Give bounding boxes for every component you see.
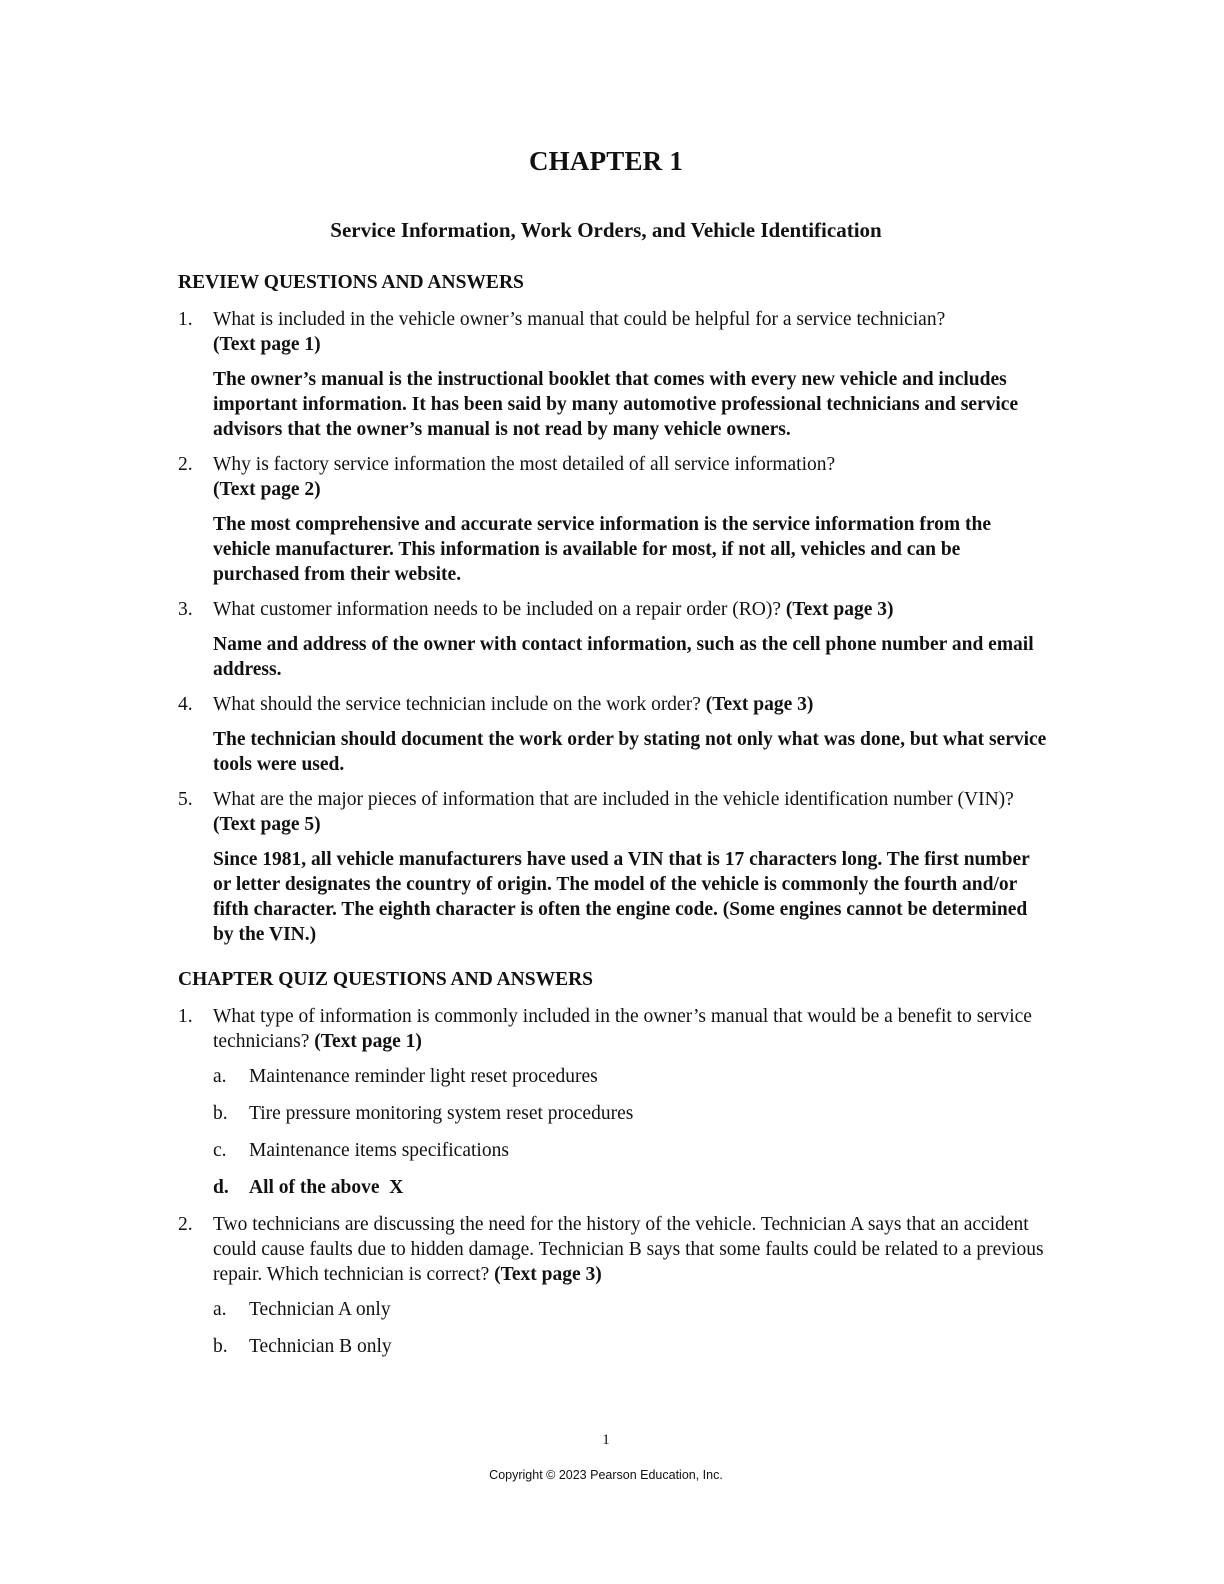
option-text: All of the above X [249, 1177, 404, 1198]
copyright-notice: Copyright © 2023 Pearson Education, Inc. [489, 1468, 723, 1482]
review-answer: Since 1981, all vehicle manufacturers have used a VIN that is 17 characters long. The first number or letter designates the country of origin. The model of the vehicle is commonly the fourth and/or fifth character. The eighth character is often the engine code. (Some engines cannot be determined by the VIN.) [213, 849, 1030, 945]
text-page-reference: (Text page 1) [314, 1031, 422, 1052]
question-text: Why is factory service information the most detailed of all service information? [213, 454, 836, 475]
quiz-option [178, 1101, 1048, 1126]
question-number: 2. [178, 1214, 193, 1235]
option-text: Tire pressure monitoring system reset procedures [249, 1103, 634, 1124]
question-text: What are the major pieces of information that are included in the vehicle identification number (VIN)? [213, 789, 1014, 810]
quiz-section-heading: CHAPTER QUIZ QUESTIONS AND ANSWERS [178, 969, 594, 990]
review-answer: Name and address of the owner with contact information, such as the cell phone number and email address. [213, 634, 1034, 680]
review-section-heading: REVIEW QUESTIONS AND ANSWERS [178, 272, 524, 293]
question-number: 1. [178, 309, 193, 330]
quiz-option [178, 1138, 1048, 1163]
question-text: What should the service technician include on the work order? [213, 694, 701, 715]
question-text: What type of information is commonly included in the owner’s manual that would be a benefit to service technicians? [213, 1006, 1032, 1052]
review-answer: The most comprehensive and accurate service information is the service information from the vehicle manufacturer. This information is available for most, if not all, vehicles and can be purchased from their website. [213, 514, 992, 585]
chapter-subtitle: Service Information, Work Orders, and Vehicle Identification [330, 218, 882, 242]
review-question [178, 597, 1048, 622]
question-text: Two technicians are discussing the need for the history of the vehicle. Technician A says that an accident could cause faults due to hidden damage. Technician B says that some faults could be related to a previous repair. Which technician is correct? [213, 1214, 1044, 1285]
quiz-option-correct [178, 1175, 1048, 1200]
page-number: 1 [602, 1432, 610, 1448]
question-number: 4. [178, 694, 193, 715]
option-letter: a. [213, 1299, 227, 1320]
quiz-question [178, 1004, 1048, 1054]
option-text: Technician B only [249, 1336, 392, 1357]
option-letter: d. [213, 1177, 229, 1198]
question-number: 3. [178, 599, 193, 620]
option-text: Maintenance items specifications [249, 1140, 509, 1161]
text-page-reference: (Text page 1) [213, 334, 321, 355]
quiz-option [178, 1334, 1048, 1359]
option-letter: b. [213, 1336, 228, 1357]
text-page-reference: (Text page 3) [494, 1264, 602, 1285]
option-text: Technician A only [249, 1299, 391, 1320]
question-number: 5. [178, 789, 193, 810]
text-page-reference: (Text page 3) [705, 694, 814, 715]
question-text: What customer information needs to be included on a repair order (RO)? [213, 599, 782, 620]
question-text: What is included in the vehicle owner’s manual that could be helpful for a service technician? [213, 309, 946, 330]
review-question [178, 787, 1048, 837]
review-question [178, 307, 1048, 357]
page-content [178, 270, 1048, 1371]
option-letter: c. [213, 1140, 227, 1161]
quiz-question [178, 1212, 1048, 1287]
option-letter: a. [213, 1066, 227, 1087]
question-number: 1. [178, 1006, 193, 1027]
question-number: 2. [178, 454, 193, 475]
option-text: Maintenance reminder light reset procedures [249, 1066, 598, 1087]
quiz-option [178, 1064, 1048, 1089]
option-letter: b. [213, 1103, 228, 1124]
review-answer: The technician should document the work order by stating not only what was done, but what service tools were used. [213, 729, 1047, 775]
text-page-reference: (Text page 2) [213, 479, 321, 500]
review-question [178, 692, 1048, 717]
review-answer: The owner’s manual is the instructional booklet that comes with every new vehicle and includes important information. It has been said by many automotive professional technicians and service advisors that the owner’s manual is not read by many vehicle owners. [213, 369, 1019, 440]
chapter-title: CHAPTER 1 [528, 146, 684, 176]
text-page-reference: (Text page 3) [785, 599, 894, 620]
review-question [178, 452, 1048, 502]
quiz-option [178, 1297, 1048, 1322]
text-page-reference: (Text page 5) [213, 814, 321, 835]
